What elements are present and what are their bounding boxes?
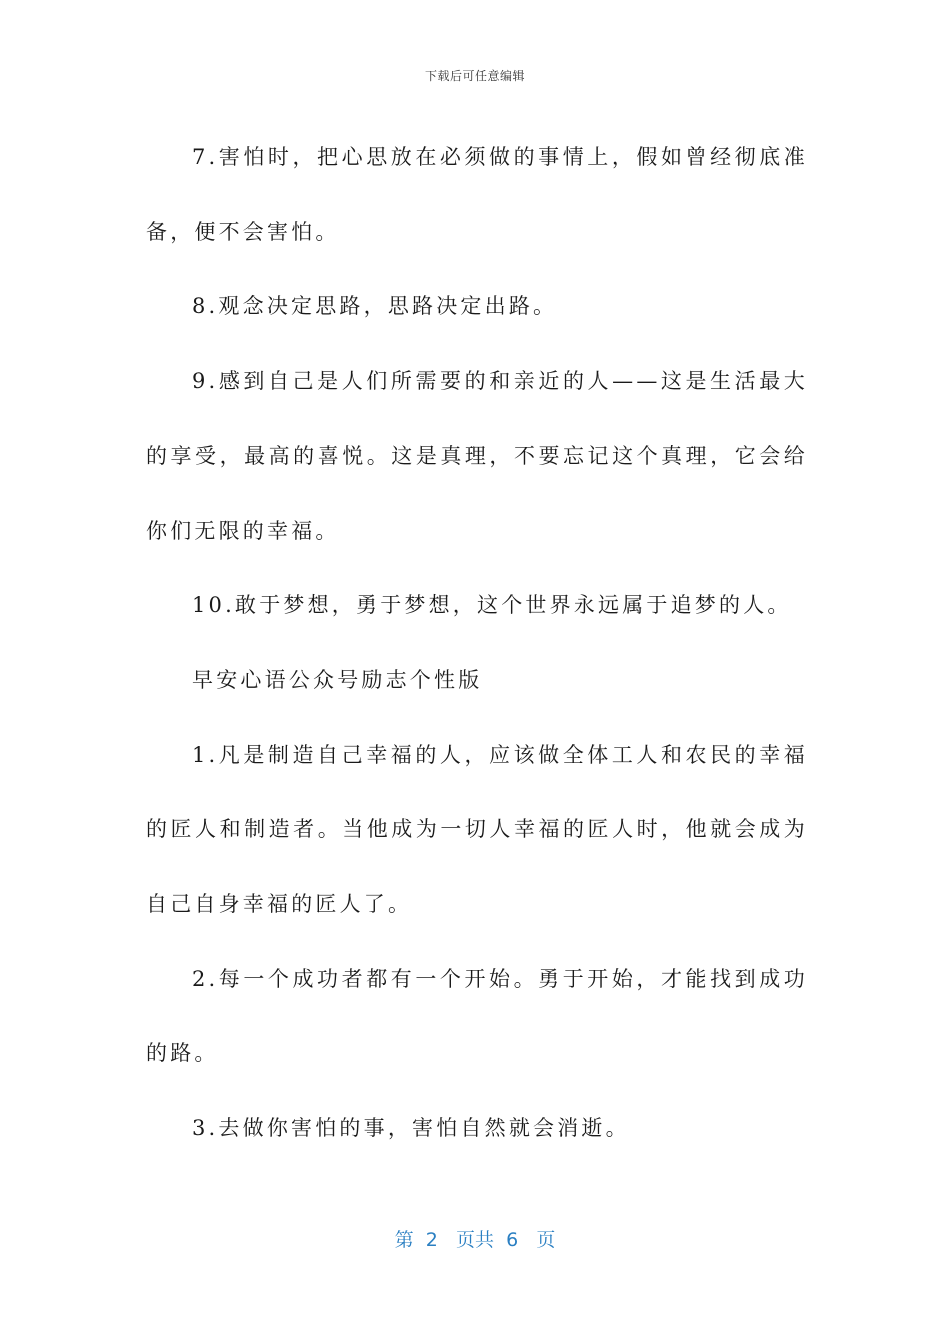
footer-middle: 页共 (455, 1229, 494, 1251)
paragraph-9: 9.感到自己是人们所需要的和亲近的人——这是生活最大的享受，最高的喜悦。这是真理，不要忘记这个真理，它会给你们无限的幸福。 (146, 369, 808, 543)
page-footer (0, 1225, 950, 1252)
paragraph-3: 3.去做你害怕的事，害怕自然就会消逝。 (192, 1116, 630, 1141)
document-body (146, 120, 808, 1166)
footer-prefix: 第 (394, 1229, 414, 1251)
paragraph-7: 7.害怕时，把心思放在必须做的事情上，假如曾经彻底准备，便不会害怕。 (146, 145, 808, 244)
paragraph-2: 2.每一个成功者都有一个开始。勇于开始，才能找到成功的路。 (146, 966, 808, 1066)
footer-total-pages: 6 (506, 1229, 519, 1251)
paragraph-1: 1.凡是制造自己幸福的人，应该做全体工人和农民的幸福的匠人和制造者。当他成为一切人幸福的匠人时，他就会成为自己自身幸福的匠人了。 (146, 742, 808, 917)
footer-suffix: 页 (536, 1229, 556, 1251)
paragraph-8: 8.观念决定思路，思路决定出路。 (192, 294, 558, 319)
paragraph-10: 10.敢于梦想，勇于梦想，这个世界永远属于追梦的人。 (192, 593, 792, 618)
page-header: 下载后可任意编辑 (424, 69, 525, 83)
footer-current-page: 2 (425, 1229, 438, 1251)
section-heading: 早安心语公众号励志个性版 (192, 667, 483, 692)
